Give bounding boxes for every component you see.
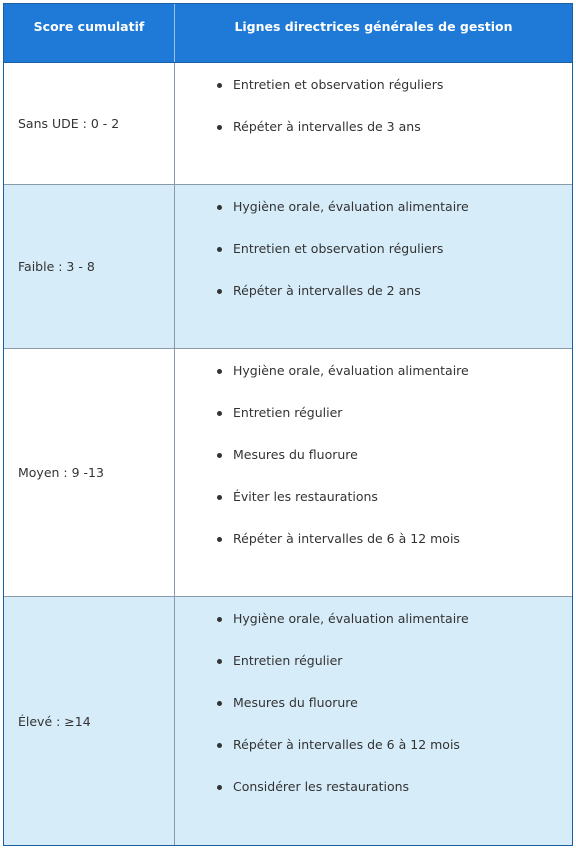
guidelines-table: [3, 3, 573, 846]
list-item: Entretien et observation réguliers: [175, 77, 572, 119]
list-item: Répéter à intervalles de 6 à 12 mois: [175, 531, 572, 573]
score-cell: Moyen : 9 -13: [4, 349, 175, 596]
list-item: Hygiène orale, évaluation alimentaire: [175, 363, 572, 405]
list-item: Éviter les restaurations: [175, 489, 572, 531]
list-item: Entretien régulier: [175, 405, 572, 447]
list-item: Entretien et observation réguliers: [175, 241, 572, 283]
list-item: Répéter à intervalles de 3 ans: [175, 119, 572, 161]
guidelines-list: [175, 77, 572, 161]
score-cell: Faible : 3 - 8: [4, 185, 175, 348]
guidelines-list: [175, 363, 572, 573]
header-guidelines: Lignes directrices générales de gestion: [234, 19, 513, 34]
list-item: Entretien régulier: [175, 653, 572, 695]
header-score: Score cumulatif: [4, 4, 175, 62]
guidelines-cell: [175, 63, 572, 184]
guidelines-list: [175, 611, 572, 821]
score-cell: Élevé : ≥14: [4, 597, 175, 845]
table-row: [4, 185, 572, 349]
list-item: Mesures du fluorure: [175, 695, 572, 737]
guidelines-cell: [175, 185, 572, 348]
table-row: [4, 349, 572, 597]
list-item: Mesures du fluorure: [175, 447, 572, 489]
list-item: Répéter à intervalles de 6 à 12 mois: [175, 737, 572, 779]
list-item: Répéter à intervalles de 2 ans: [175, 283, 572, 325]
list-item: Hygiène orale, évaluation alimentaire: [175, 611, 572, 653]
list-item: Considérer les restaurations: [175, 779, 572, 821]
score-cell: Sans UDE : 0 - 2: [4, 63, 175, 184]
guidelines-list: [175, 199, 572, 325]
guidelines-cell: [175, 597, 572, 845]
table-row: [4, 63, 572, 185]
guidelines-cell: [175, 349, 572, 596]
table-row: [4, 597, 572, 845]
table-header: [4, 4, 572, 63]
list-item: Hygiène orale, évaluation alimentaire: [175, 199, 572, 241]
